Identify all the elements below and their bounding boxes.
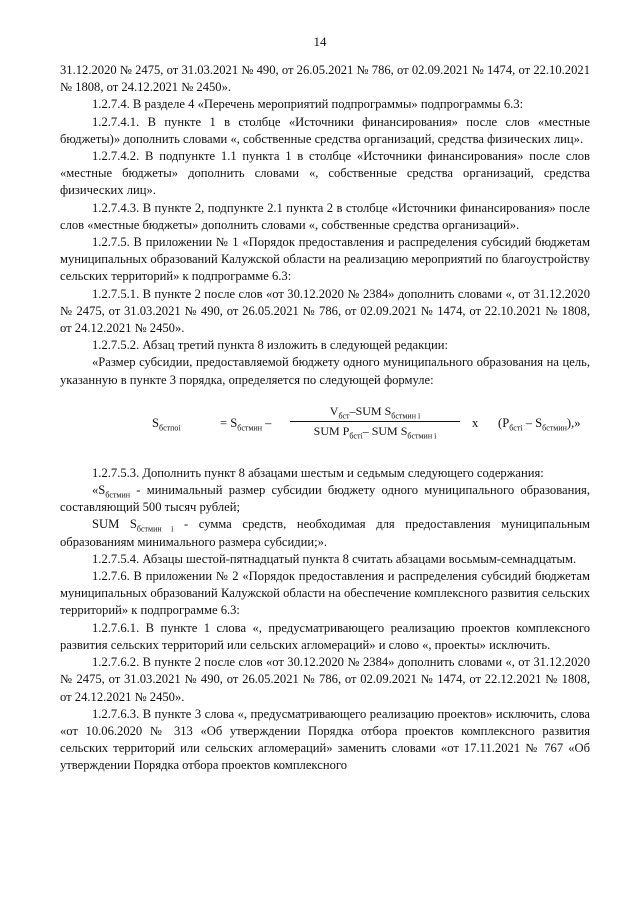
paragraph: 1.2.7.4.2. В подпункте 1.1 пункта 1 в столбце «Источники финансирования» после слов «местные бюджеты» дополнить словами «, собственные средства организаций, средства физических лиц».	[60, 149, 590, 198]
paragraph: 1.2.7.5.1. В пункте 2 после слов «от 30.12.2020 № 2384» дополнить словами «, от 31.12.2020 № 2475, от 31.03.2021 № 490, от 26.05.2021 № 786, от 02.09.2021 № 1474, от 22.10.2021 № 1808, от 24.12.2021 № 2450».	[60, 286, 590, 336]
paragraph: 1.2.7.6.1. В пункте 1 слова «, предусматривающего реализацию проектов комплексного развития сельских территорий или сельских агломераций» и слово «, проекты» исключить.	[60, 620, 590, 652]
document-body	[60, 62, 590, 775]
paragraph: «Размер субсидии, предоставляемой бюджету одного муниципального образования на цель, указанную в пункте 3 порядка, определяется по следующей формуле:	[60, 355, 590, 387]
formula-eq: = $S_{бстмин}$ –	[220, 415, 272, 433]
page-number: 14	[313, 34, 327, 49]
formula-numerator: $V_{бст}$–SUM $S_{бстмин i}$	[290, 403, 460, 422]
formula-lhs: $S_{бстпоi}$	[152, 415, 181, 433]
paragraph: 1.2.7.4.3. В пункте 2, подпункте 2.1 пункта 2 в столбце «Источники финансирования» после слов «местные бюджеты» дополнить словами «, собственные средства организаций».	[60, 200, 590, 232]
formula-rhs: $(P_{бстi} - S_{бстмин})$,»	[498, 415, 581, 433]
paragraph: 1.2.7.4.1. В пункте 1 в столбце «Источники финансирования» после слов «местные бюджеты)» дополнить словами «, собственные средства организаций, средства физических лиц».	[60, 114, 590, 146]
subsidy-formula	[60, 403, 590, 449]
formula-fraction	[290, 403, 460, 440]
paragraph: 1.2.7.4. В разделе 4 «Перечень мероприятий подпрограммы» подпрограммы 6.3:	[92, 97, 524, 112]
paragraph: 1.2.7.6. В приложении № 2 «Порядок предоставления и распределения субсидий бюджетам муниципальных образований Калужской области на обеспечение комплексного развития сельских территорий» к подпрограмме 6.3:	[60, 569, 590, 618]
paragraphs-bottom	[60, 551, 590, 775]
definition-sum-subsidy: SUM $S_{бстмин i}$ - сумма средств, необходимая для предоставления муниципальным образованиям минимального размера субсидии;».	[60, 517, 591, 549]
paragraph: 1.2.7.5. В приложении № 1 «Порядок предоставления и распределения субсидий бюджетам муниципальных образований Калужской области на реализацию мероприятий по благоустройству сельских территорий» к подпрограмме 6.3:	[60, 235, 590, 284]
paragraph: 1.2.7.6.3. В пункте 3 слова «, предусматривающего реализацию проектов» исключить, слова «от 10.06.2020 № 313 «Об утверждении Порядка отбора проектов комплексного развития сельских территорий или сельских агломераций» заменить словами «от 17.11.2021 № 767 «Об утверждении Порядка отбора проектов комплексного	[60, 706, 590, 773]
paragraph: 1.2.7.5.3. Дополнить пункт 8 абзацами шестым и седьмым следующего содержания:	[92, 465, 544, 480]
paragraph: 31.12.2020 № 2475, от 31.03.2021 № 490, от 26.05.2021 № 786, от 02.09.2021 № 1474, от 22.10.2021 № 1808, от 24.12.2021 № 2450».	[60, 63, 590, 95]
paragraphs-top	[60, 62, 590, 389]
definition-min-subsidy: «$S_{бстмин}$ - минимальный размер субсидии бюджету одного муниципального образования, составляющий 500 тысяч рублей;	[60, 483, 590, 515]
paragraph: 1.2.7.6.2. В пункте 2 после слов «от 30.12.2020 № 2384» дополнить словами «, от 31.12.2020 № 2475, от 31.03.2021 № 490, от 26.05.2021 № 786, от 02.09.2021 № 1474, от 22.12.2021 № 1808, от 24.12.2021 № 2450».	[60, 655, 590, 704]
formula-denominator: SUM $P_{бстi}-$ SUM $S_{бстмин i}$	[313, 424, 437, 441]
paragraph: 1.2.7.5.2. Абзац третий пункта 8 изложить в следующей редакции:	[92, 338, 448, 353]
formula-times: x	[472, 415, 479, 430]
paragraphs-mid	[60, 465, 590, 551]
paragraph: 1.2.7.5.4. Абзацы шестой-пятнадцатый пункта 8 считать абзацами восьмым-семнадцатым.	[92, 551, 577, 566]
